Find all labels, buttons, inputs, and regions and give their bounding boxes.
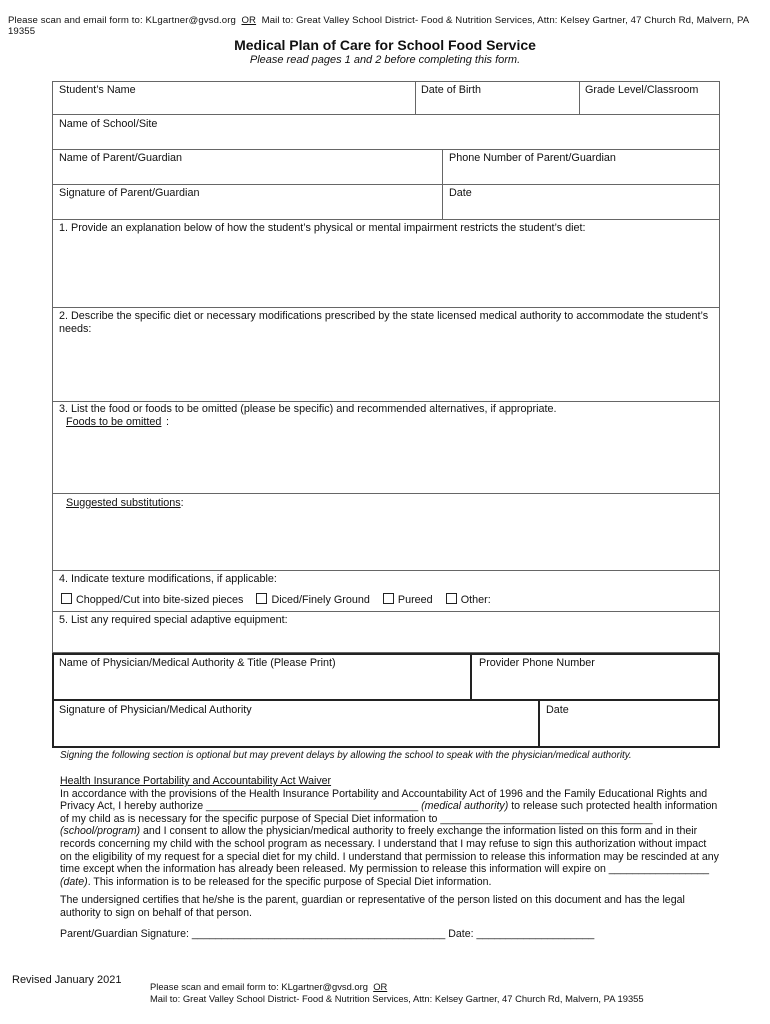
question-3: 3. List the food or foods to be omitted (please be specific) and recommended alternatives, if appropriate. <box>59 403 557 415</box>
foods-omitted-label <box>66 416 161 429</box>
certify-text: The undersigned certifies that he/she is the parent, guardian or representative of the person listed on this document and has the legal authority to sign on behalf of that person. <box>60 894 685 919</box>
row-divider <box>52 219 720 220</box>
header-instructions <box>8 15 766 37</box>
hipaa-waiver <box>60 775 720 946</box>
physician-signature-field[interactable]: Signature of Physician/Medical Authority <box>59 704 252 716</box>
revised-date: Revised January 2021 <box>12 974 122 986</box>
footer-or: OR <box>373 981 388 992</box>
footer-email: Please scan and email form to: KLgartner@gvsd.org <box>150 981 368 992</box>
checkbox-icon[interactable] <box>61 593 72 604</box>
waiver-date-label: (date) <box>60 875 88 888</box>
physician-divider <box>52 699 720 701</box>
waiver-text: and I consent to allow the physician/medical authority to freely exchange the information listed on this form and in their records concerning my child with the school program as necessary. I understand that I may refuse to sign this authorization without impact on the eligibility of my request for a special diet for my child. I understand that permission to release this information may be rescinded at any time except when the information has already been released. My permission to release this information will expire on _________________ <box>60 825 719 876</box>
waiver-text: . This information is to be released for the specific purpose of Special Diet information. <box>87 875 492 888</box>
school-site-field[interactable]: Name of School/Site <box>59 118 158 130</box>
page-title: Medical Plan of Care for School Food Service <box>234 37 536 53</box>
option-other[interactable]: Other: <box>446 594 491 606</box>
student-name-field[interactable]: Student’s Name <box>59 84 136 96</box>
waiver-heading: Health Insurance Portability and Accountability Act Waiver <box>60 775 332 787</box>
row-divider <box>52 401 720 402</box>
row-divider <box>52 114 720 115</box>
row-divider <box>52 149 720 150</box>
waiver-text: In accordance with the provisions of the Health Insurance Portability and Accountability Act of 1996 and the Family Educational Rights and Privacy Act, I hereby authorize ____________________________________ <box>60 787 708 813</box>
header-email-text: Please scan and email form to: KLgartner@gvsd.org <box>8 15 236 26</box>
col-divider <box>579 81 580 114</box>
substitutions-label: Suggested substitutions: <box>66 497 184 509</box>
checkbox-icon[interactable] <box>446 593 457 604</box>
question-4: 4. Indicate texture modifications, if applicable: <box>59 573 277 585</box>
checkbox-icon[interactable] <box>256 593 267 604</box>
col-divider <box>442 149 443 219</box>
physician-date-field[interactable]: Date <box>546 704 569 716</box>
foods-omitted-text: Foods to be omitted <box>66 416 162 428</box>
optional-note: Signing the following section is optional but may prevent delays by allowing the school to speak with the physician/medical authority. <box>60 750 632 761</box>
footer-instructions <box>150 981 644 1005</box>
parent-phone-field[interactable]: Phone Number of Parent/Guardian <box>449 152 616 164</box>
physician-col-divider <box>470 653 472 700</box>
physician-col-divider <box>538 700 540 748</box>
date-of-birth-field[interactable]: Date of Birth <box>421 84 482 96</box>
colon: : <box>166 416 169 428</box>
header-or: OR <box>241 15 257 26</box>
waiver-medical-authority: (medical authority) <box>421 800 509 813</box>
option-chopped[interactable]: Chopped/Cut into bite-sized pieces <box>61 594 243 606</box>
col-divider <box>415 81 416 114</box>
footer-mail: Mail to: Great Valley School District- Food & Nutrition Services, Attn: Kelsey Gartner, 47 Church Rd, Malvern, PA 19355 <box>150 993 644 1004</box>
grade-level-field[interactable]: Grade Level/Classroom <box>585 84 699 96</box>
substitutions-text: Suggested substitutions <box>66 497 181 509</box>
option-diced[interactable]: Diced/Finely Ground <box>256 594 369 606</box>
parent-name-field[interactable]: Name of Parent/Guardian <box>59 152 183 164</box>
texture-options <box>61 593 501 607</box>
row-divider <box>52 611 720 612</box>
row-divider <box>52 570 720 571</box>
parent-signature-field[interactable]: Signature of Parent/Guardian <box>59 187 200 199</box>
form-main-box <box>52 81 720 653</box>
parent-date-field[interactable]: Date <box>449 187 472 199</box>
waiver-school-program: (school/program) <box>60 825 141 838</box>
option-pureed[interactable]: Pureed <box>383 594 433 606</box>
guardian-signature-line[interactable]: Parent/Guardian Signature: ___________________________________________ Date: ____________________ <box>60 927 595 940</box>
question-5: 5. List any required special adaptive equipment: <box>59 614 288 626</box>
question-1: 1. Provide an explanation below of how the student’s physical or mental impairment restricts the student’s diet: <box>59 222 586 234</box>
header-mail-text: Mail to: Great Valley School District- Food & Nutrition Services, Attn: Kelsey Gartner, 47 Church Rd, Malvern, PA 19355 <box>8 15 749 37</box>
page-subtitle: Please read pages 1 and 2 before completing this form. <box>249 54 521 66</box>
physician-name-field[interactable]: Name of Physician/Medical Authority & Title (Please Print) <box>59 657 336 669</box>
provider-phone-field[interactable]: Provider Phone Number <box>479 657 595 669</box>
row-divider <box>52 493 720 494</box>
row-divider <box>52 307 720 308</box>
waiver-text: to release such protected health information of my child as is necessary for the specific purpose of Special Diet information to ____________________________________ <box>60 800 718 825</box>
question-2: 2. Describe the specific diet or necessary modifications prescribed by the state licensed medical authority to accommodate the student’s needs: <box>59 310 709 335</box>
row-divider <box>52 184 720 185</box>
checkbox-icon[interactable] <box>383 593 394 604</box>
